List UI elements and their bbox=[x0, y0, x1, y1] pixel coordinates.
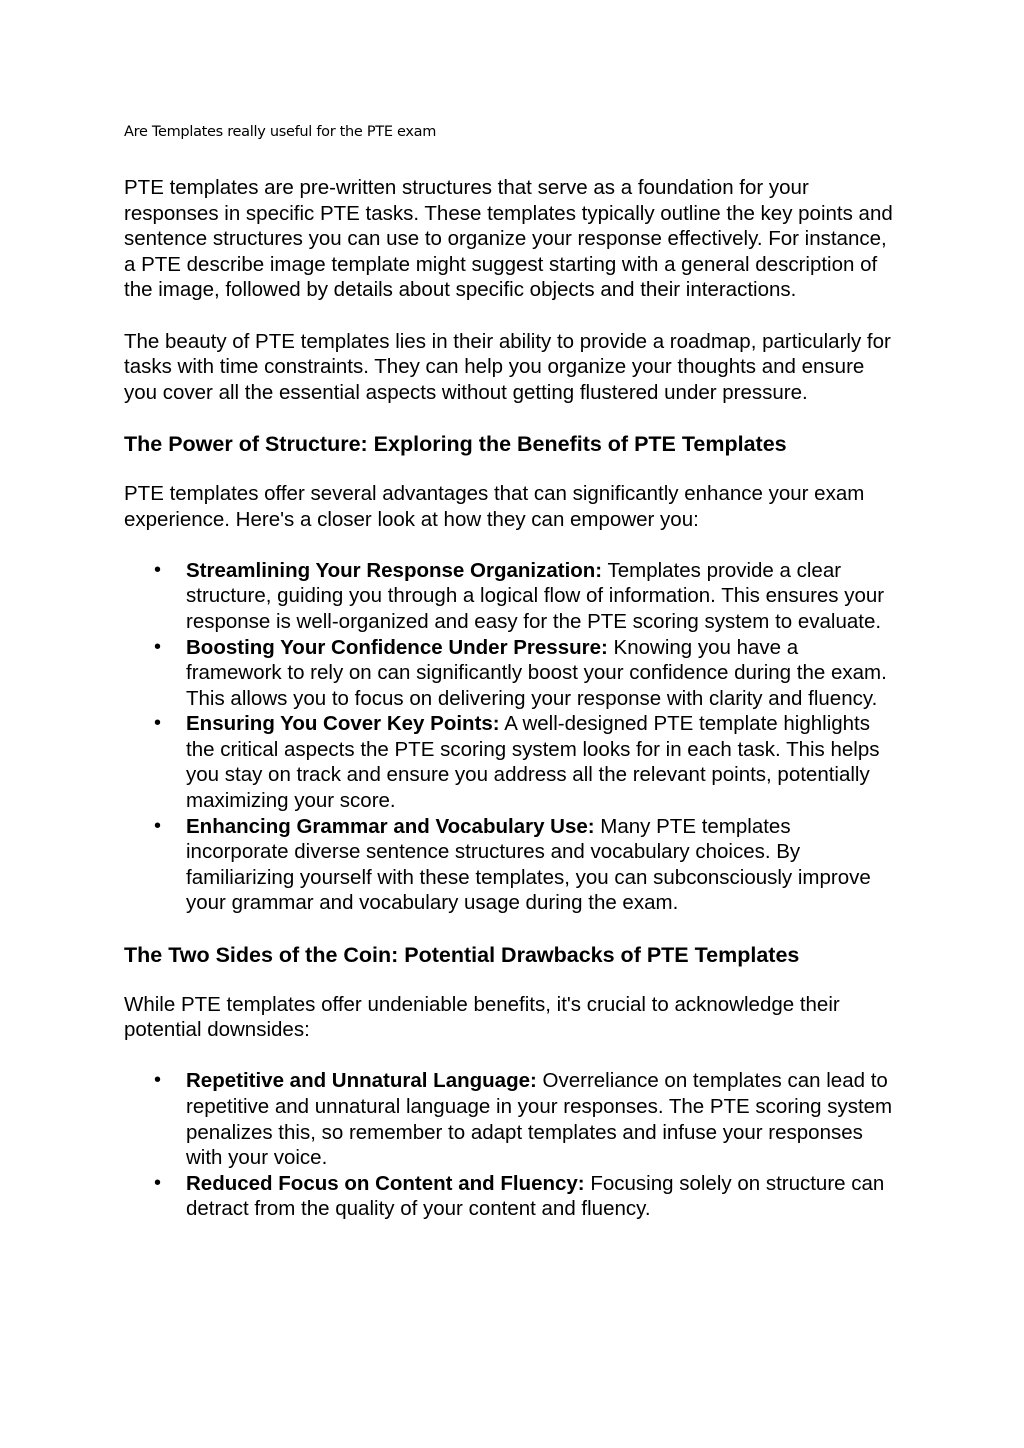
list-item bbox=[124, 635, 894, 712]
list-item-bold-lead: Streamlining Your Response Organization: bbox=[186, 558, 603, 582]
list-item bbox=[124, 1171, 894, 1222]
beauty-paragraph: The beauty of PTE templates lies in their ability to provide a roadmap, particularly for tasks with time constraints. They can help you organize your thoughts and ensure you cover all the essential aspects without getting flustered under pressure. bbox=[124, 329, 891, 404]
list-item-bold-lead: Ensuring You Cover Key Points: bbox=[186, 712, 500, 736]
bullet-icon: • bbox=[154, 814, 162, 837]
list-item-text: Overreliance on templates can lead to repetitive and unnatural language in your responses. The PTE scoring system penalizes this, so remember to adapt templates and infuse your responses with your voice. bbox=[186, 1069, 893, 1170]
document-body bbox=[124, 175, 894, 1248]
list-item bbox=[124, 558, 894, 635]
list-item-text: Templates provide a clear structure, guiding you through a logical flow of information. This ensures your response is well-organized and easy for the PTE scoring system to evaluate. bbox=[186, 558, 885, 633]
bullet-icon: • bbox=[154, 558, 162, 581]
list-item bbox=[124, 1068, 894, 1170]
list-item-text: Knowing you have a framework to rely on can significantly boost your confidence during the exam. This allows you to focus on delivering your response with clarity and fluency. bbox=[186, 635, 887, 710]
list-item-bold-lead: Boosting Your Confidence Under Pressure: bbox=[186, 635, 608, 659]
drawbacks-intro-paragraph: While PTE templates offer undeniable benefits, it's crucial to acknowledge their potential downsides: bbox=[124, 992, 840, 1042]
bullet-icon: • bbox=[154, 1171, 162, 1194]
intro-paragraph: PTE templates are pre-written structures that serve as a foundation for your responses in specific PTE tasks. These templates typically outline the key points and sentence structures you can use to organize your response effectively. For instance, a PTE describe image template might suggest starting with a general description of the image, followed by details about specific objects and their interactions. bbox=[124, 176, 893, 302]
list-item bbox=[124, 711, 894, 813]
benefits-list bbox=[124, 558, 894, 916]
list-item-text: A well-designed PTE template highlights the critical aspects the PTE scoring system looks for in each task. This helps you stay on track and ensure you address all the relevant points, potentially maximizing your score. bbox=[186, 712, 880, 813]
list-item-bold-lead: Repetitive and Unnatural Language: bbox=[186, 1069, 537, 1093]
drawbacks-heading: The Two Sides of the Coin: Potential Drawbacks of PTE Templates bbox=[124, 942, 800, 967]
benefits-heading: The Power of Structure: Exploring the Benefits of PTE Templates bbox=[124, 431, 787, 456]
drawbacks-list bbox=[124, 1068, 894, 1222]
list-item-text: Many PTE templates incorporate diverse sentence structures and vocabulary choices. By familiarizing yourself with these templates, you can subconsciously improve your grammar and vocabulary usage during the exam. bbox=[186, 814, 871, 915]
list-item bbox=[124, 814, 894, 916]
bullet-icon: • bbox=[154, 1069, 162, 1092]
list-item-bold-lead: Reduced Focus on Content and Fluency: bbox=[186, 1171, 585, 1195]
document-title: Are Templates really useful for the PTE exam bbox=[124, 124, 437, 140]
bullet-icon: • bbox=[154, 712, 162, 735]
bullet-icon: • bbox=[154, 635, 162, 658]
benefits-intro-paragraph: PTE templates offer several advantages that can significantly enhance your exam experience. Here's a closer look at how they can empower you: bbox=[124, 481, 865, 531]
list-item-bold-lead: Enhancing Grammar and Vocabulary Use: bbox=[186, 814, 595, 838]
list-item-text: Focusing solely on structure can detract from the quality of your content and fluency. bbox=[186, 1171, 885, 1221]
